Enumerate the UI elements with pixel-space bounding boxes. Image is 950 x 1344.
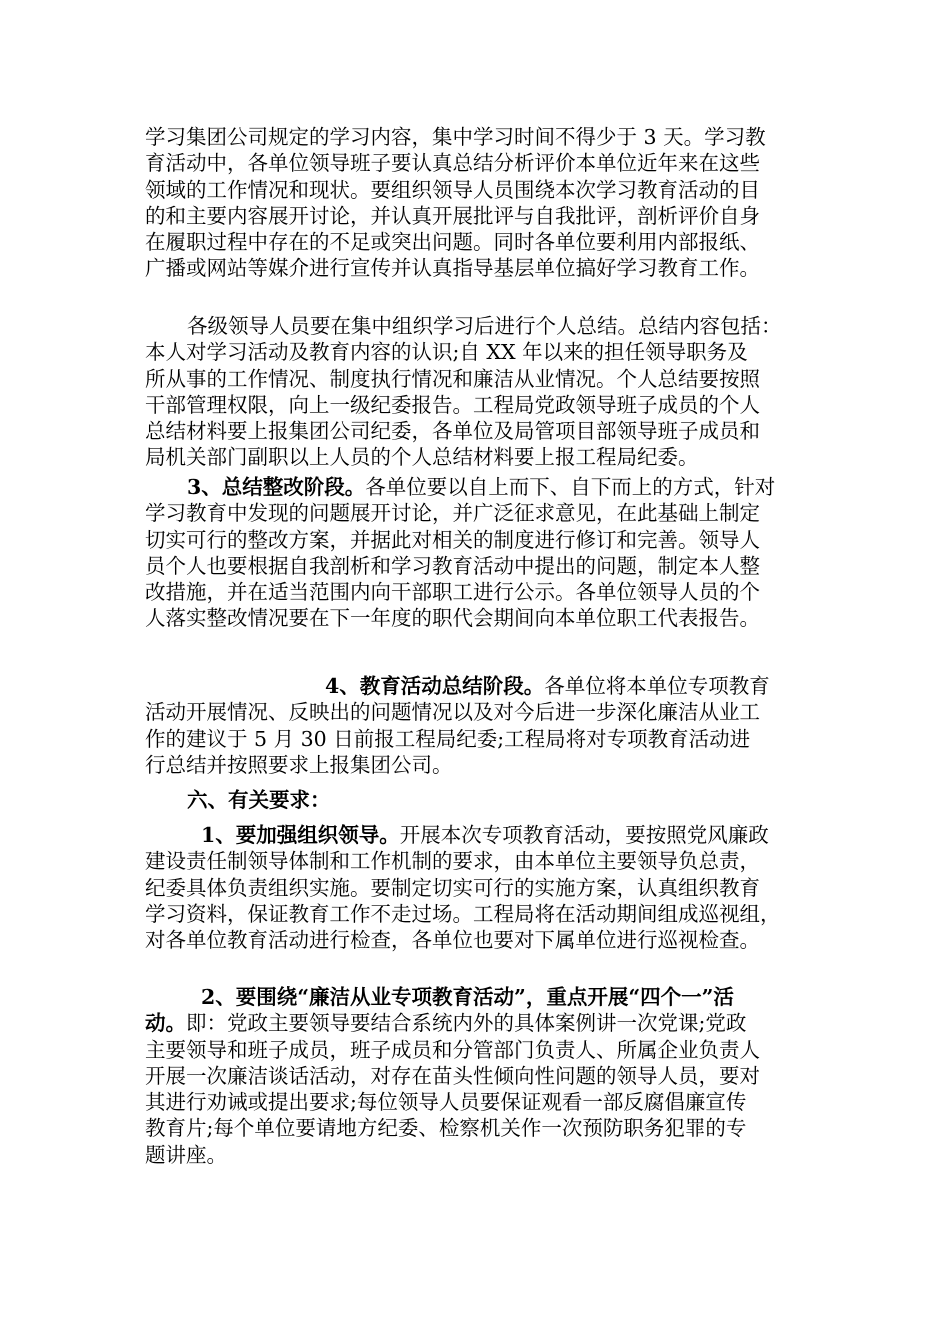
section-heading: 1、要加强组织领导。 xyxy=(201,823,400,847)
text-line: 活动开展情况、反映出的问题情况以及对今后进一步深化廉洁从业工 xyxy=(145,700,760,725)
text-line: 教育片;每个单位要请地方纪委、检察机关作一次预防职务犯罪的专 xyxy=(145,1116,747,1141)
text-line: 切实可行的整改方案，并据此对相关的制度进行修订和完善。领导人 xyxy=(145,527,760,552)
text-line: 行总结并按照要求上报集团公司。 xyxy=(145,752,453,777)
text-line: 学习教育中发现的问题展开讨论，并广泛征求意见，在此基础上制定 xyxy=(145,501,760,526)
text-line: 其进行劝诫或提出要求;每位领导人员要保证观看一部反腐倡廉宣传 xyxy=(145,1090,747,1115)
text-line: 员个人也要根据自我剖析和学习教育活动中提出的问题，制定本人整 xyxy=(145,553,760,578)
paragraph-four-ones xyxy=(145,984,815,1168)
text-line: 改措施，并在适当范围内向干部职工进行公示。各单位领导人员的个 xyxy=(145,580,760,605)
section-heading: 2、要围绕“廉洁从业专项教育活动”，重点开展“四个一”活 xyxy=(201,985,734,1009)
text-run: 各单位将本单位专项教育 xyxy=(544,674,770,698)
text-line: 干部管理权限，向上一级纪委报告。工程局党政领导班子成员的个人 xyxy=(145,392,760,417)
text-line xyxy=(145,673,815,699)
text-line xyxy=(145,1010,815,1036)
text-line xyxy=(145,474,815,500)
text-line: 主要领导和班子成员，班子成员和分管部门负责人、所属企业负责人 xyxy=(145,1037,760,1062)
text-line: 纪委具体负责组织实施。要制定切实可行的实施方案，认真组织教育 xyxy=(145,875,760,900)
text-line: 所从事的工作情况、制度执行情况和廉洁从业情况。个人总结要按照 xyxy=(145,366,760,391)
text-line: 局机关部门副职以上人员的个人总结材料要上报工程局纪委。 xyxy=(145,445,699,470)
paragraph-summary-stage xyxy=(145,673,815,778)
text-line: 建设责任制领导体制和工作机制的要求，由本单位主要领导负总责， xyxy=(145,849,760,874)
section-heading: 3、总结整改阶段。 xyxy=(187,475,366,499)
text-line: 人落实整改情况要在下一年度的职代会期间向本单位职工代表报告。 xyxy=(145,606,760,631)
text-line: 学习资料，保证教育工作不走过场。工程局将在活动期间组成巡视组， xyxy=(145,901,781,926)
paragraph-personal-summary xyxy=(145,313,815,471)
text-line: 题讲座。 xyxy=(145,1142,227,1167)
text-line: 的和主要内容展开讨论，并认真开展批评与自我批评，剖析评价自身 xyxy=(145,203,760,228)
text-line: 领域的工作情况和现状。要组织领导人员围绕本次学习教育活动的目 xyxy=(145,177,760,202)
text-run: 开展本次专项教育活动，要按照党风廉政 xyxy=(399,823,769,847)
section-heading: 动。 xyxy=(145,1011,186,1036)
text-run: 各单位要以自上而下、自下而上的方式，针对 xyxy=(365,475,776,499)
paragraph-study-content xyxy=(145,124,815,282)
text-line: 学习集团公司规定的学习内容，集中学习时间不得少于 3 天。学习教 xyxy=(145,125,766,149)
text-line: 各级领导人员要在集中组织学习后进行个人总结。总结内容包括： xyxy=(187,314,782,338)
section-heading-requirements: 六、有关要求： xyxy=(187,788,331,812)
paragraph-organization xyxy=(145,822,815,953)
text-line: 总结材料要上报集团公司纪委，各单位及局管项目部领导班子成员和 xyxy=(145,419,760,444)
section-heading: 4、教育活动总结阶段。 xyxy=(325,674,545,698)
text-line: 开展一次廉洁谈话活动，对存在苗头性倾向性问题的领导人员，要对 xyxy=(145,1063,760,1088)
text-line: 作的建议于 5 月 30 日前报工程局纪委;工程局将对专项教育活动进 xyxy=(145,726,751,751)
text-line xyxy=(145,822,815,848)
paragraph-rectification-stage xyxy=(145,474,815,632)
text-line: 本人对学习活动及教育内容的认识;自 XX 年以来的担任领导职务及 xyxy=(145,340,748,365)
text-line: 育活动中，各单位领导班子要认真总结分析评价本单位近年来在这些 xyxy=(145,151,760,176)
text-run: 即：党政主要领导要结合系统内外的具体案例讲一次党课;党政 xyxy=(186,1011,747,1036)
text-line: 对各单位教育活动进行检查，各单位也要对下属单位进行巡视检查。 xyxy=(145,928,760,953)
text-line: 在履职过程中存在的不足或突出问题。同时各单位要利用内部报纸、 xyxy=(145,230,760,255)
text-line: 广播或网站等媒介进行宣传并认真指导基层单位搞好学习教育工作。 xyxy=(145,256,760,281)
